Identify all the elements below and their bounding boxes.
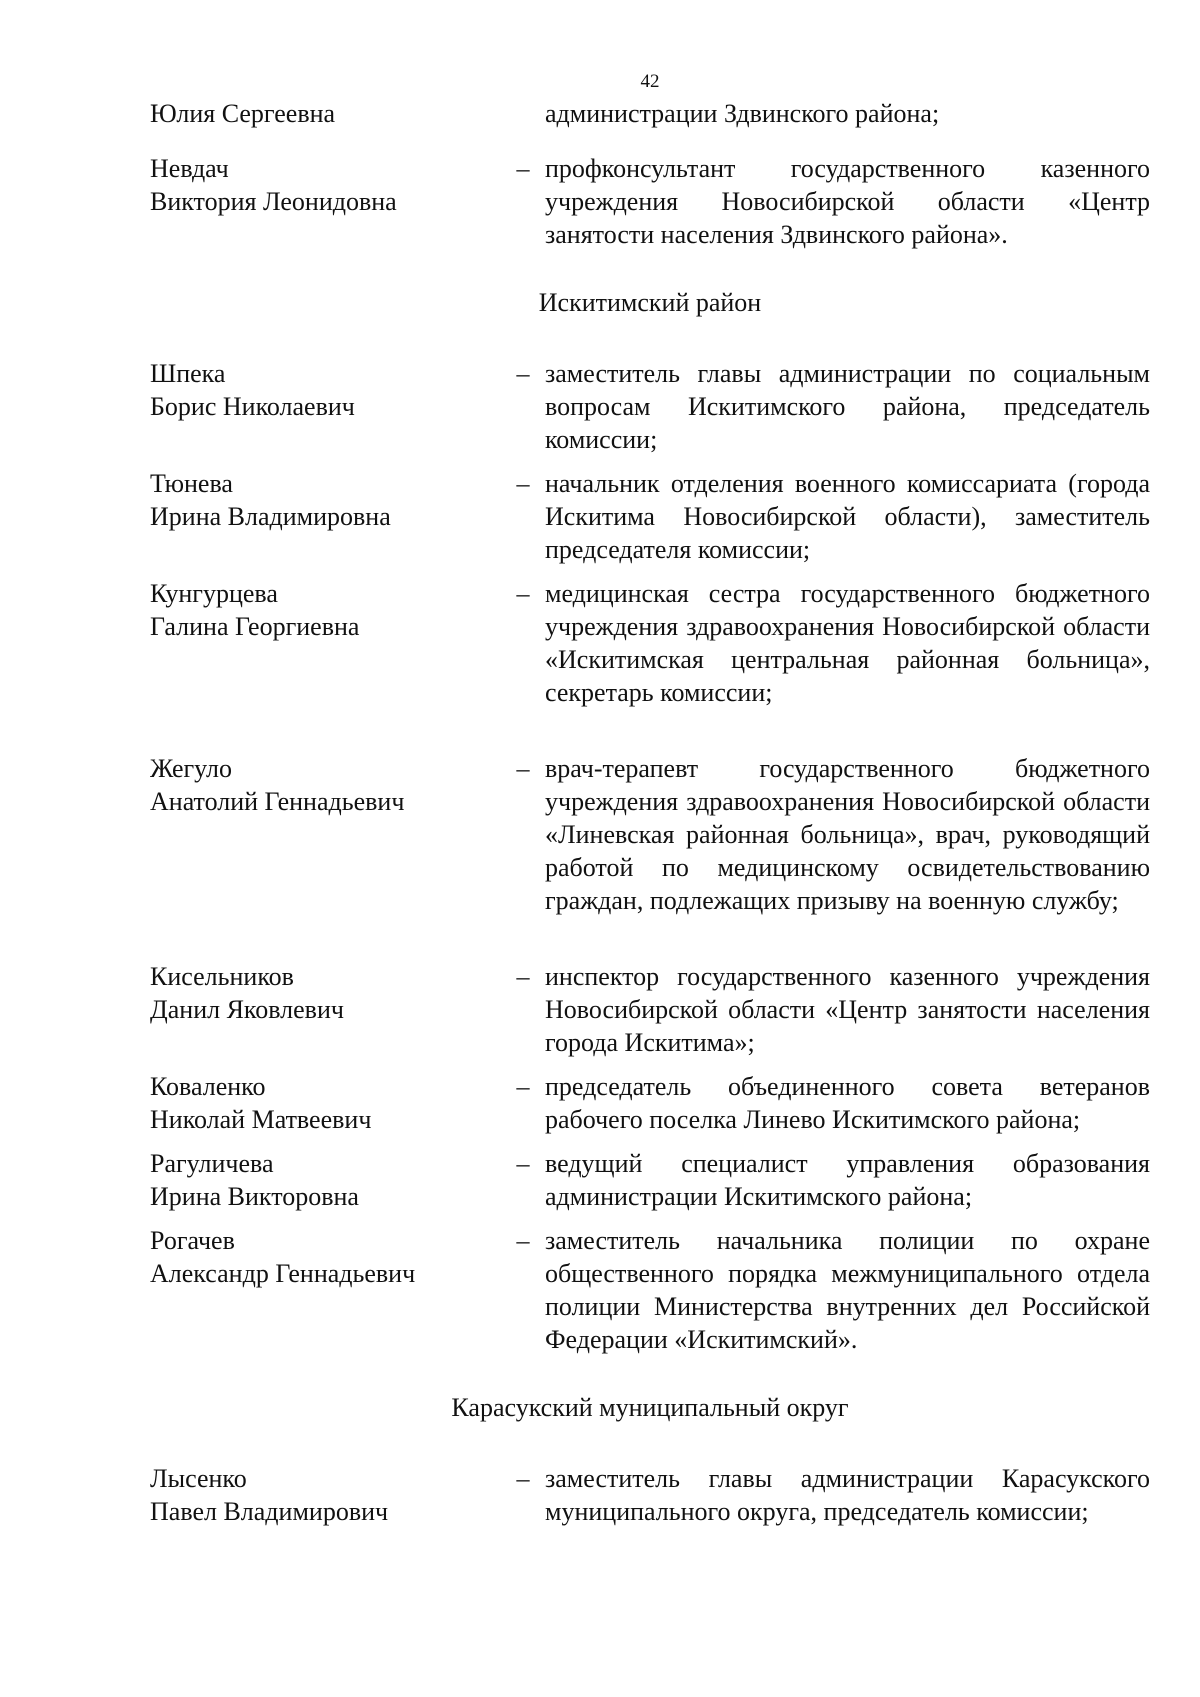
dash-separator: – — [516, 1226, 530, 1255]
member-position: ведущий специалист управления образования администрации Искитимского района; — [545, 1149, 1150, 1211]
member-name — [150, 152, 480, 218]
member-name — [150, 752, 480, 818]
member-given-name: Галина Георгиевна — [150, 612, 360, 641]
member-given-name: Данил Яковлевич — [150, 995, 344, 1024]
member-given-name: Ирина Викторовна — [150, 1182, 359, 1211]
member-given-name: Борис Николаевич — [150, 392, 355, 421]
dash-separator: – — [516, 754, 530, 783]
dash-separator: – — [516, 469, 530, 498]
member-position: заместитель главы администрации Карасукского муниципального округа, председатель комиссии; — [545, 1464, 1150, 1526]
member-given-name: Юлия Сергеевна — [150, 99, 336, 128]
member-surname: Рогачев — [150, 1226, 235, 1255]
member-given-name: Анатолий Геннадьевич — [150, 787, 405, 816]
member-surname: Кунгурцева — [150, 579, 278, 608]
dash-separator: – — [516, 154, 530, 183]
member-name — [150, 960, 480, 1026]
dash-separator: – — [516, 579, 530, 608]
member-name — [150, 1070, 480, 1136]
member-given-name: Александр Геннадьевич — [150, 1259, 416, 1288]
member-surname: Жегуло — [150, 754, 233, 783]
member-name — [150, 357, 480, 423]
member-name — [150, 1462, 480, 1528]
member-position: врач-терапевт государственного бюджетного учреждения здравоохранения Новосибирской области «Линевская районная больница», врач, руководящий работой по медицинскому освидетельствованию граждан, подлежащих призыву на военную службу; — [545, 754, 1150, 915]
member-position: заместитель начальника полиции по охране общественного порядка межмуниципального отдела полиции Министерства внутренних дел Российской Федерации «Искитимский». — [545, 1226, 1150, 1354]
section-heading-iskitim: Искитимский район — [538, 288, 762, 317]
section-heading-karasuk: Карасукский муниципальный округ — [451, 1393, 849, 1422]
member-surname: Кисельников — [150, 962, 294, 991]
member-given-name: Павел Владимирович — [150, 1497, 389, 1526]
member-name — [150, 97, 480, 130]
member-position: медицинская сестра государственного бюджетного учреждения здравоохранения Новосибирской области «Искитимская центральная районная больница», секретарь комиссии; — [545, 579, 1150, 707]
member-position: администрации Здвинского района; — [545, 99, 940, 128]
member-surname: Невдач — [150, 154, 229, 183]
dash-separator: – — [516, 1072, 530, 1101]
dash-separator: – — [516, 1464, 530, 1493]
member-name — [150, 1224, 480, 1290]
dash-separator: – — [516, 359, 530, 388]
page-number: 42 — [640, 71, 660, 92]
member-name — [150, 577, 480, 643]
member-position: инспектор государственного казенного учреждения Новосибирской области «Центр занятости населения города Искитима»; — [545, 962, 1150, 1057]
dash-separator: – — [516, 1149, 530, 1178]
member-given-name: Виктория Леонидовна — [150, 187, 397, 216]
member-given-name: Николай Матвеевич — [150, 1105, 372, 1134]
member-surname: Рагуличева — [150, 1149, 274, 1178]
member-position: заместитель главы администрации по социальным вопросам Искитимского района, председатель комиссии; — [545, 359, 1150, 454]
member-name — [150, 1147, 480, 1213]
member-position: председатель объединенного совета ветеранов рабочего поселка Линево Искитимского района; — [545, 1072, 1150, 1134]
member-position: профконсультант государственного казенного учреждения Новосибирской области «Центр занятости населения Здвинского района». — [545, 154, 1150, 249]
member-surname: Шпека — [150, 359, 226, 388]
member-name — [150, 467, 480, 533]
member-given-name: Ирина Владимировна — [150, 502, 391, 531]
member-surname: Лысенко — [150, 1464, 247, 1493]
member-surname: Коваленко — [150, 1072, 266, 1101]
dash-separator: – — [516, 962, 530, 991]
member-surname: Тюнева — [150, 469, 233, 498]
member-position: начальник отделения военного комиссариата (города Искитима Новосибирской области), заместитель председателя комиссии; — [545, 469, 1150, 564]
